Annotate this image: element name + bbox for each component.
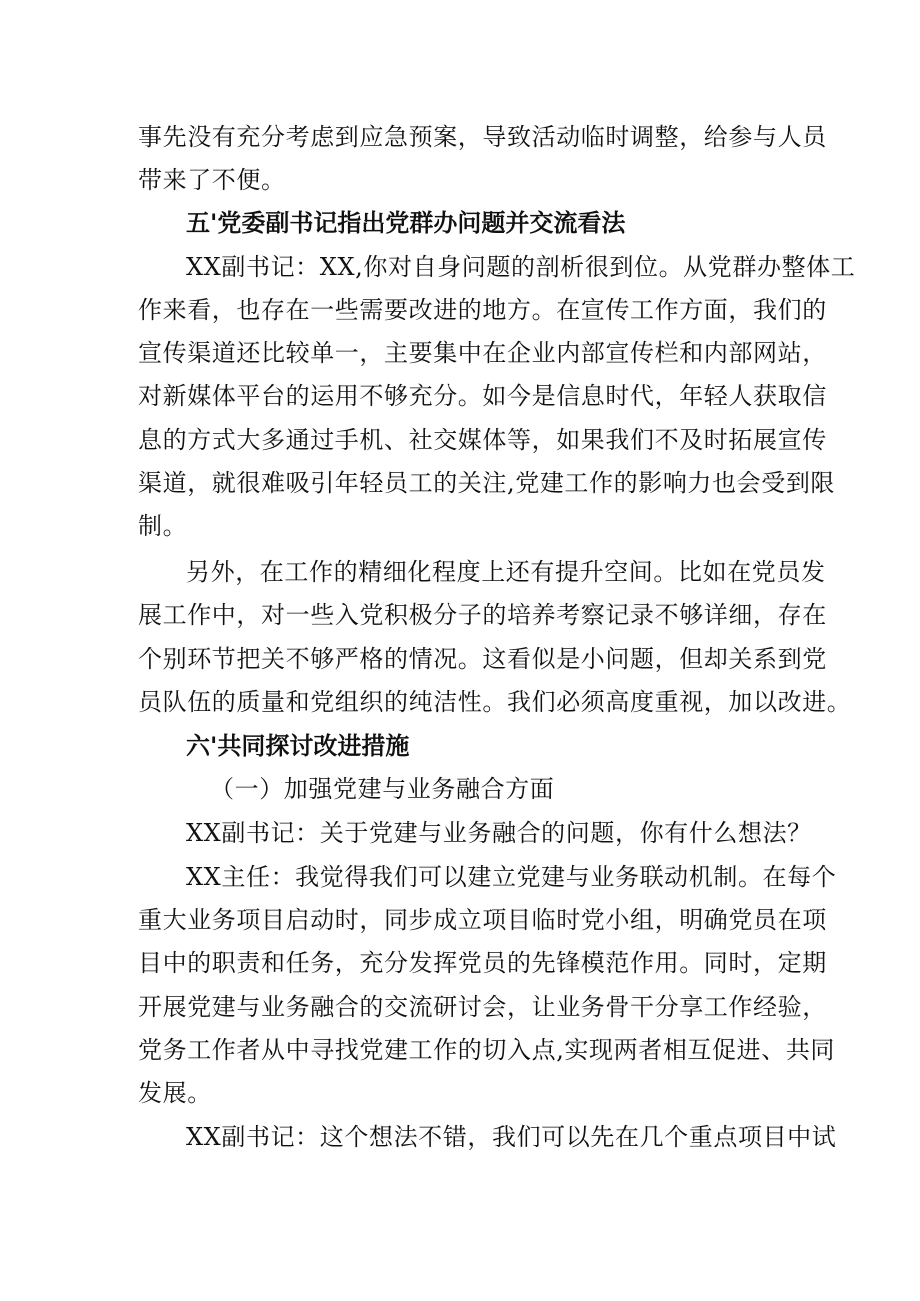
paragraph-line: 制。 [138,512,188,540]
paragraph-line: 员队伍的质量和党组织的纯洁性。我们必须高度重视，加以改进。 [138,688,852,716]
paragraph-line: 发展。 [138,1079,212,1107]
paragraph-line: 个别环节把关不够严格的情况。这看似是小问题，但却关系到党 [138,645,827,673]
paragraph-line: 开展党建与业务融合的交流研讨会，让业务骨干分享工作经验， [138,993,827,1021]
paragraph-line: 息的方式大多通过手机、社交媒体等，如果我们不及时拓展宣传 [138,426,827,454]
subsection-heading: （一）加强党建与业务融合方面 [210,775,555,803]
section-heading: 六'共同探讨改进措施 [186,732,410,760]
paragraph-line: 另外，在工作的精细化程度上还有提升空间。比如在党员发 [186,558,826,586]
paragraph-line: 渠道，就很难吸引年轻员工的关注,党建工作的影响力也会受到限 [138,469,836,497]
paragraph-line: 目中的职责和任务，充分发挥党员的先锋模范作用。同时，定期 [138,949,827,977]
paragraph-line: 展工作中，对一些入党积极分子的培养考察记录不够详细，存在 [138,601,827,629]
paragraph-line: 带来了不便。 [138,166,286,194]
section-heading: 五'党委副书记指出党群办问题并交流看法 [186,209,626,237]
paragraph-line: XX副书记：关于党建与业务融合的问题，你有什么想法？ [186,819,812,847]
paragraph-line: XX副书记：XX,你对自身问题的剖析很到位。从党群办整体工 [186,253,856,281]
paragraph-line: 宣传渠道还比较单一，主要集中在企业内部宣传栏和内部网站， [138,339,827,367]
paragraph-line: XX主任：我觉得我们可以建立党建与业务联动机制。在每个 [186,863,837,891]
paragraph-line: 对新媒体平台的运用不够充分。如今是信息时代，年轻人获取信 [138,382,827,410]
paragraph-line: 作来看，也存在一些需要改进的地方。在宣传工作方面，我们的 [138,296,827,324]
paragraph-line: 党务工作者从中寻找党建工作的切入点,实现两者相互促进、共同 [138,1036,836,1064]
paragraph-line: XX副书记：这个想法不错，我们可以先在几个重点项目中试 [186,1123,837,1151]
paragraph-line: 事先没有充分考虑到应急预案，导致活动临时调整，给参与人员 [138,123,827,151]
paragraph-line: 重大业务项目启动时，同步成立项目临时党小组，明确党员在项 [138,906,827,934]
